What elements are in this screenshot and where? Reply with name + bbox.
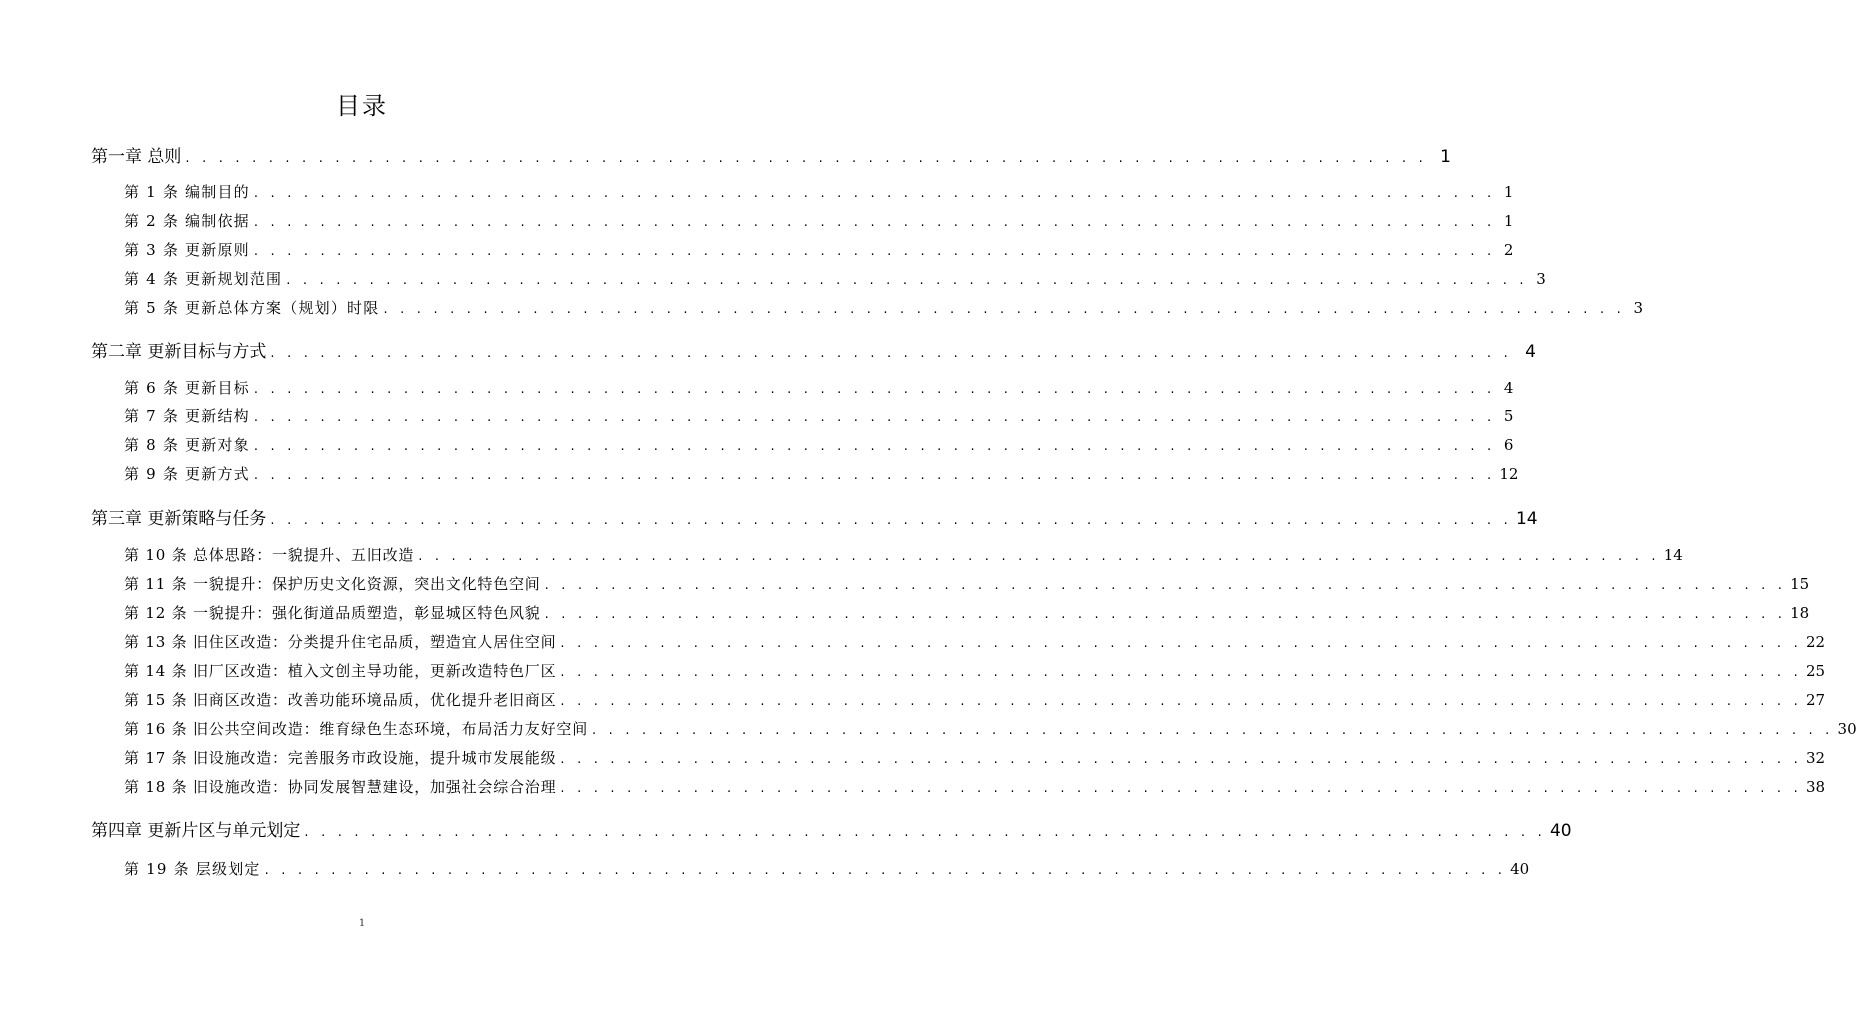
toc-page-number: 18 (1790, 604, 1810, 622)
toc-page-number: 1 (1440, 147, 1451, 167)
toc-article-10[interactable] (124, 544, 1683, 568)
toc-label: 第 6 条 更新目标 (124, 379, 250, 397)
toc-chapter-1[interactable] (91, 145, 1451, 171)
toc-article-8[interactable] (124, 434, 1514, 458)
toc-label: 第 9 条 更新方式 (124, 465, 250, 483)
toc-label: 第 18 条 旧设施改造：协同发展智慧建设，加强社会综合治理 (124, 778, 557, 796)
dot-leader: . . . . . . . . . . . . . . . . . . . . . . . . . . . . . . . . . . . . . . . . . . . . . . . . . . . . . . . . . . . . . . . . . . . . . . . . . . . (560, 752, 1802, 767)
toc-page-number: 15 (1790, 575, 1810, 593)
toc-article-5[interactable] (124, 297, 1643, 321)
dot-leader: . . . . . . . . . . . . . . . . . . . . . . . . . . . . . . . . . . . . . . . . . . . . . . . . . . . . . . . . . . . . . . . . . . . . . . . . . . . (253, 382, 1496, 397)
toc-article-16[interactable] (124, 718, 1857, 742)
dot-leader: . . . . . . . . . . . . . . . . . . . . . . . . . . . . . . . . . . . . . . . . . . . . . . . . . . . . . . . . . . . . . . . . . . . . . . . . . . . (253, 468, 1496, 483)
dot-leader: . . . . . . . . . . . . . . . . . . . . . . . . . . . . . . . . . . . . . . . . . . . . . . . . . . . . . . . . . . . . . . . . . . . . . . . . . . . (270, 513, 1512, 528)
toc-label: 第 19 条 层级划定 (124, 860, 261, 878)
dot-leader: . . . . . . . . . . . . . . . . . . . . . . . . . . . . . . . . . . . . . . . . . . . . . . . . . . . . . . . . . . . . . . . . . . . . . . . . . . . (304, 825, 1546, 840)
toc-article-11[interactable] (124, 573, 1810, 597)
dot-leader: . . . . . . . . . . . . . . . . . . . . . . . . . . . . . . . . . . . . . . . . . . . . . . . . . . . . . . . . . . . . . . . . . . . . . . . . . . . (185, 151, 1427, 166)
toc-label: 第 12 条 一貌提升：强化街道品质塑造，彰显城区特色风貌 (124, 604, 541, 622)
toc-page-number: 38 (1805, 778, 1826, 796)
toc-page-number: 14 (1663, 546, 1683, 564)
toc-page-number: 4 (1503, 379, 1514, 397)
toc-page-number: 6 (1503, 436, 1514, 454)
toc-page-number: 25 (1805, 662, 1826, 680)
toc-page-number: 5 (1503, 407, 1514, 425)
toc-article-4[interactable] (124, 268, 1546, 292)
toc-page-number: 14 (1515, 509, 1538, 529)
toc-label: 第 13 条 旧住区改造：分类提升住宅品质，塑造宜人居住空间 (124, 633, 557, 651)
toc-label: 第 8 条 更新对象 (124, 436, 250, 454)
toc-article-14[interactable] (124, 660, 1826, 684)
dot-leader: . . . . . . . . . . . . . . . . . . . . . . . . . . . . . . . . . . . . . . . . . . . . . . . . . . . . . . . . . . . . . . . . . . . . . . . . . . . (544, 607, 1787, 622)
toc-label: 第 16 条 旧公共空间改造：维育绿色生态环境，布局活力友好空间 (124, 720, 588, 738)
toc-label: 第四章 更新片区与单元划定 (91, 821, 301, 841)
toc-page-number: 22 (1805, 633, 1826, 651)
toc-label: 第二章 更新目标与方式 (91, 342, 267, 362)
dot-leader: . . . . . . . . . . . . . . . . . . . . . . . . . . . . . . . . . . . . . . . . . . . . . . . . . . . . . . . . . . . . . . . . . . . . . . . . . . . (270, 346, 1512, 361)
toc-page-number: 3 (1536, 270, 1546, 288)
toc-page-number: 1 (1503, 183, 1514, 201)
toc-page-number: 32 (1805, 749, 1826, 767)
toc-label: 第 1 条 编制目的 (124, 183, 250, 201)
toc-page-number: 2 (1503, 241, 1514, 259)
toc-chapter-4[interactable] (91, 819, 1572, 845)
toc-label: 第 4 条 更新规划范围 (124, 270, 283, 288)
toc-label: 第 14 条 旧厂区改造：植入文创主导功能，更新改造特色厂区 (124, 662, 557, 680)
dot-leader: . . . . . . . . . . . . . . . . . . . . . . . . . . . . . . . . . . . . . . . . . . . . . . . . . . . . . . . . . . . . . . . . . . . . . . . . . . . (253, 186, 1496, 201)
footer-page-number: 1 (358, 918, 366, 929)
dot-leader: . . . . . . . . . . . . . . . . . . . . . . . . . . . . . . . . . . . . . . . . . . . . . . . . . . . . . . . . . . . . . . . . . . . . . . . . . . . (253, 244, 1496, 259)
dot-leader: . . . . . . . . . . . . . . . . . . . . . . . . . . . . . . . . . . . . . . . . . . . . . . . . . . . . . . . . . . . . . . . . . . . . . . . . . . . (286, 273, 1528, 288)
toc-article-3[interactable] (124, 239, 1514, 263)
toc-page-number: 27 (1805, 691, 1826, 709)
toc-article-12[interactable] (124, 602, 1810, 626)
dot-leader: . . . . . . . . . . . . . . . . . . . . . . . . . . . . . . . . . . . . . . . . . . . . . . . . . . . . . . . . . . . . . . . . . . . . . . . . . . . (560, 636, 1802, 651)
toc-article-18[interactable] (124, 776, 1826, 800)
toc-article-1[interactable] (124, 181, 1514, 205)
toc-page-number: 1 (1503, 212, 1514, 230)
toc-article-9[interactable] (124, 463, 1519, 487)
dot-leader: . . . . . . . . . . . . . . . . . . . . . . . . . . . . . . . . . . . . . . . . . . . . . . . . . . . . . . . . . . . . . . . . . . . . . . . . . . . (253, 439, 1496, 454)
toc-article-19[interactable] (124, 858, 1530, 882)
dot-leader: . . . . . . . . . . . . . . . . . . . . . . . . . . . . . . . . . . . . . . . . . . . . . . . . . . . . . . . . . . . . . . . . . . . . . . . . . . . (253, 410, 1496, 425)
toc-page-number: 40 (1549, 821, 1572, 841)
toc-page-number: 12 (1499, 465, 1519, 483)
toc-label: 第 17 条 旧设施改造：完善服务市政设施，提升城市发展能级 (124, 749, 557, 767)
dot-leader: . . . . . . . . . . . . . . . . . . . . . . . . . . . . . . . . . . . . . . . . . . . . . . . . . . . . . . . . . . . . . . . . . . . . . . . . . . . (560, 781, 1802, 796)
dot-leader: . . . . . . . . . . . . . . . . . . . . . . . . . . . . . . . . . . . . . . . . . . . . . . . . . . . . . . . . . . . . . . . . . . . . . . . . . . . (544, 578, 1787, 593)
dot-leader: . . . . . . . . . . . . . . . . . . . . . . . . . . . . . . . . . . . . . . . . . . . . . . . . . . . . . . . . . . . . . . . . . . . . . . . . . . . (560, 694, 1802, 709)
toc-article-6[interactable] (124, 377, 1514, 401)
toc-label: 第一章 总则 (91, 147, 182, 167)
toc-label: 第 3 条 更新原则 (124, 241, 250, 259)
toc-label: 第三章 更新策略与任务 (91, 509, 267, 529)
toc-label: 第 10 条 总体思路：一貌提升、五旧改造 (124, 546, 415, 564)
toc-page-number: 40 (1510, 860, 1530, 878)
toc-article-17[interactable] (124, 747, 1826, 771)
toc-article-15[interactable] (124, 689, 1826, 713)
toc-article-7[interactable] (124, 405, 1514, 429)
toc-label: 第 11 条 一貌提升：保护历史文化资源，突出文化特色空间 (124, 575, 541, 593)
toc-chapter-2[interactable] (91, 340, 1536, 366)
toc-page-number: 3 (1633, 299, 1643, 317)
page-title: 目录 (336, 92, 388, 120)
toc-label: 第 2 条 编制依据 (124, 212, 250, 230)
toc-chapter-3[interactable] (91, 507, 1538, 533)
toc-label: 第 5 条 更新总体方案（规划）时限 (124, 299, 380, 317)
toc-article-13[interactable] (124, 631, 1826, 655)
dot-leader: . . . . . . . . . . . . . . . . . . . . . . . . . . . . . . . . . . . . . . . . . . . . . . . . . . . . . . . . . . . . . . . . . . . . . . . . . . . (560, 665, 1802, 680)
toc-label: 第 7 条 更新结构 (124, 407, 250, 425)
dot-leader: . . . . . . . . . . . . . . . . . . . . . . . . . . . . . . . . . . . . . . . . . . . . . . . . . . . . . . . . . . . . . . . . . . . . . . . . . . . (264, 863, 1507, 878)
toc-label: 第 15 条 旧商区改造：改善功能环境品质，优化提升老旧商区 (124, 691, 557, 709)
dot-leader: . . . . . . . . . . . . . . . . . . . . . . . . . . . . . . . . . . . . . . . . . . . . . . . . . . . . . . . . . . . . . . . . . . . . . . . . . . . (418, 549, 1660, 564)
toc-article-2[interactable] (124, 210, 1514, 234)
toc-page-number: 4 (1525, 342, 1536, 362)
dot-leader: . . . . . . . . . . . . . . . . . . . . . . . . . . . . . . . . . . . . . . . . . . . . . . . . . . . . . . . . . . . . . . . . . . . . . . . . . . . (383, 302, 1625, 317)
dot-leader: . . . . . . . . . . . . . . . . . . . . . . . . . . . . . . . . . . . . . . . . . . . . . . . . . . . . . . . . . . . . . . . . . . . . . . . . . . . (253, 215, 1496, 230)
toc-page-number: 30 (1837, 720, 1857, 738)
dot-leader: . . . . . . . . . . . . . . . . . . . . . . . . . . . . . . . . . . . . . . . . . . . . . . . . . . . . . . . . . . . . . . . . . . . . . . . . . . . (592, 723, 1834, 738)
